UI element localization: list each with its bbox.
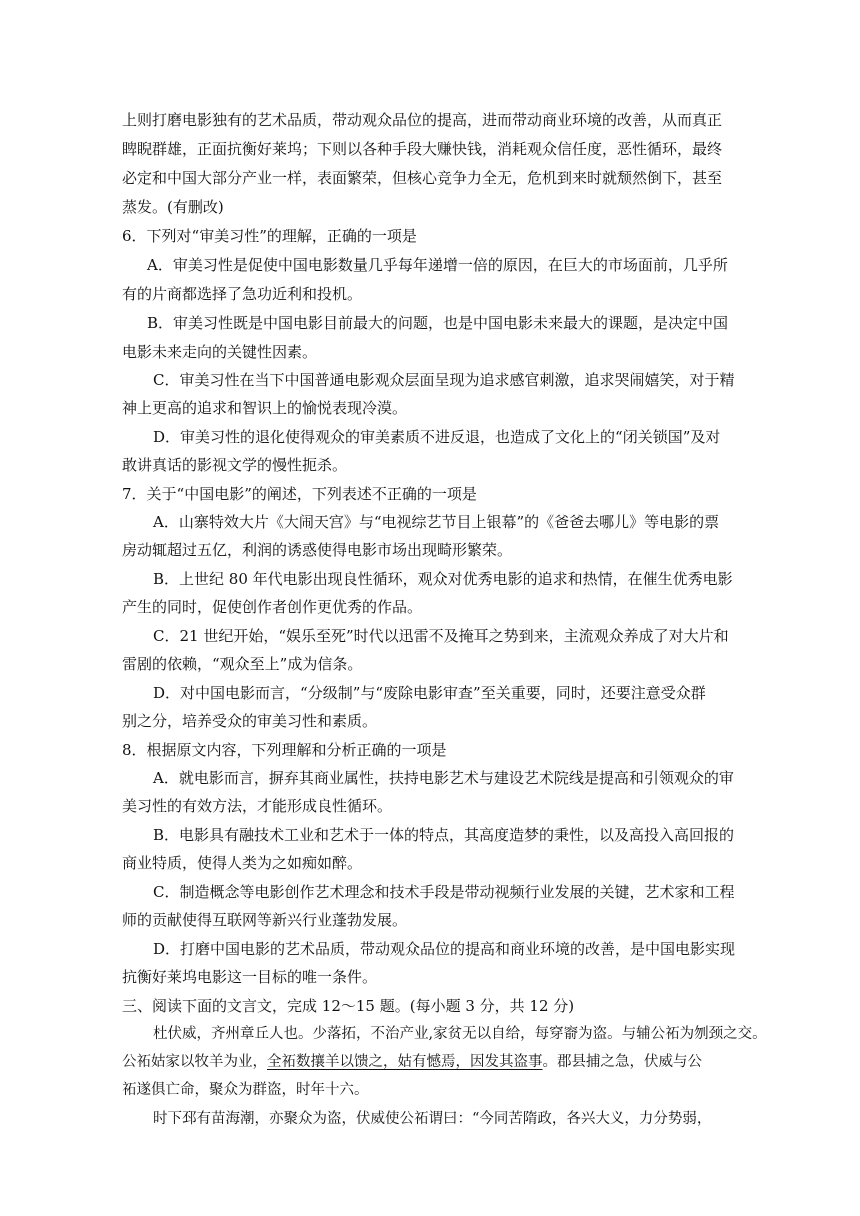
passage-text: 公祏姑家以牧羊为业， xyxy=(122,1054,267,1070)
q7-option-b: B．上世纪 80 年代电影出现良性循环，观众对优秀电影的追求和热情，在催生优秀电影 xyxy=(153,570,733,588)
passage-line: 杜伏威，齐州章丘人也。少落拓，不治产业,家贫无以自给，每穿窬为盗。与辅公祏为刎颈之交。 xyxy=(153,1026,767,1042)
passage-text: 。郡县捕之急，伏威与公 xyxy=(542,1054,702,1070)
intro-line: 睥睨群雄，正面抗衡好莱坞；下则以各种手段大赚快钱，消耗观众信任度，恶性循环，最终 xyxy=(122,140,723,158)
question-7-stem: 7．关于“中国电影”的阐述，下列表述不正确的一项是 xyxy=(122,485,477,503)
intro-line: 上则打磨电影独有的艺术品质，带动观众品位的提高，进而带动商业环境的改善，从而真正 xyxy=(122,111,723,129)
passage-line xyxy=(122,1052,702,1072)
q8-option-a-cont: 美习性的有效方法，才能形成良性循环。 xyxy=(122,797,393,815)
q7-option-b-cont: 产生的同时，促使创作者创作更优秀的作品。 xyxy=(122,598,423,616)
intro-line: 蒸发。(有删改) xyxy=(122,198,224,216)
question-6-stem: 6．下列对“审美习性”的理解，正确的一项是 xyxy=(122,227,417,245)
q6-option-d: D．审美习性的退化使得观众的审美素质不进反退，也造成了文化上的“闭关锁国”及对 xyxy=(153,428,721,446)
q7-option-a-cont: 房动辄超过五亿，利润的诱惑使得电影市场出现畸形繁荣。 xyxy=(122,541,513,559)
q8-option-a: A．就电影而言，摒弃其商业属性，扶持电影艺术与建设艺术院线是提高和引领观众的审 xyxy=(153,769,734,787)
underlined-sentence: 全祏数攘羊以馈之，姑有憾焉，因发其盗事 xyxy=(267,1054,543,1070)
section-3-heading: 三、阅读下面的文言文，完成 12～15 题。(每小题 3 分，共 12 分) xyxy=(122,997,575,1015)
q6-option-a-cont: 有的片商都选择了急功近利和投机。 xyxy=(122,285,363,303)
passage-line: 祏遂俱亡命，聚众为群盗，时年十六。 xyxy=(122,1082,369,1098)
q7-option-c: C．21 世纪开始，“娱乐至死”时代以迅雷不及掩耳之势到来，主流观众养成了对大片和 xyxy=(153,627,729,645)
q7-option-a: A．山寨特效大片《大闹天宫》与“电视综艺节目上银幕”的《爸爸去哪儿》等电影的票 xyxy=(153,513,720,531)
q8-option-d-cont: 抗衡好莱坞电影这一目标的唯一条件。 xyxy=(122,968,378,986)
q7-option-d-cont: 别之分，培养受众的审美习性和素质。 xyxy=(122,712,378,730)
q6-option-b-cont: 电影未来走向的关键性因素。 xyxy=(122,343,318,361)
q8-option-c: C．制造概念等电影创作艺术理念和技术手段是带动视频行业发展的关键，艺术家和工程 xyxy=(153,883,735,901)
q8-option-b-cont: 商业特质，使得人类为之如痴如醉。 xyxy=(122,854,363,872)
question-8-stem: 8．根据原文内容，下列理解和分析正确的一项是 xyxy=(122,741,447,759)
q8-option-b: B．电影具有融技术工业和艺术于一体的特点，其高度造梦的秉性，以及高投入高回报的 xyxy=(153,826,735,844)
q6-option-c: C．审美习性在当下中国普通电影观众层面呈现为追求感官刺激，追求哭闹嬉笑，对于精 xyxy=(153,371,735,389)
q8-option-d: D．打磨中国电影的艺术品质，带动观众品位的提高和商业环境的改善，是中国电影实现 xyxy=(153,940,736,958)
q6-option-b: B．审美习性既是中国电影目前最大的问题，也是中国电影未来最大的课题，是决定中国 xyxy=(147,314,729,332)
q6-option-c-cont: 神上更高的追求和智识上的愉悦表现冷漠。 xyxy=(122,399,408,417)
q6-option-d-cont: 敢讲真话的影视文学的慢性扼杀。 xyxy=(122,456,348,474)
q7-option-d: D．对中国电影而言，“分级制”与“废除电影审查”至关重要，同时，还要注意受众群 xyxy=(153,684,706,702)
q6-option-a: A．审美习性是促使中国电影数量几乎每年递增一倍的原因，在巨大的市场面前，几乎所 xyxy=(147,256,728,274)
q7-option-c-cont: 雷剧的依赖，“观众至上”成为信条。 xyxy=(122,655,363,673)
intro-line: 必定和中国大部分产业一样，表面繁荣，但核心竞争力全无，危机到来时就颓然倒下，甚至 xyxy=(122,169,723,187)
q8-option-c-cont: 师的贡献使得互联网等新兴行业蓬勃发展。 xyxy=(122,911,408,929)
passage-line: 时下邳有苗海潮，亦聚众为盗，伏威使公祏谓曰：“今同苦隋政，各兴大义，力分势弱， xyxy=(153,1111,712,1127)
